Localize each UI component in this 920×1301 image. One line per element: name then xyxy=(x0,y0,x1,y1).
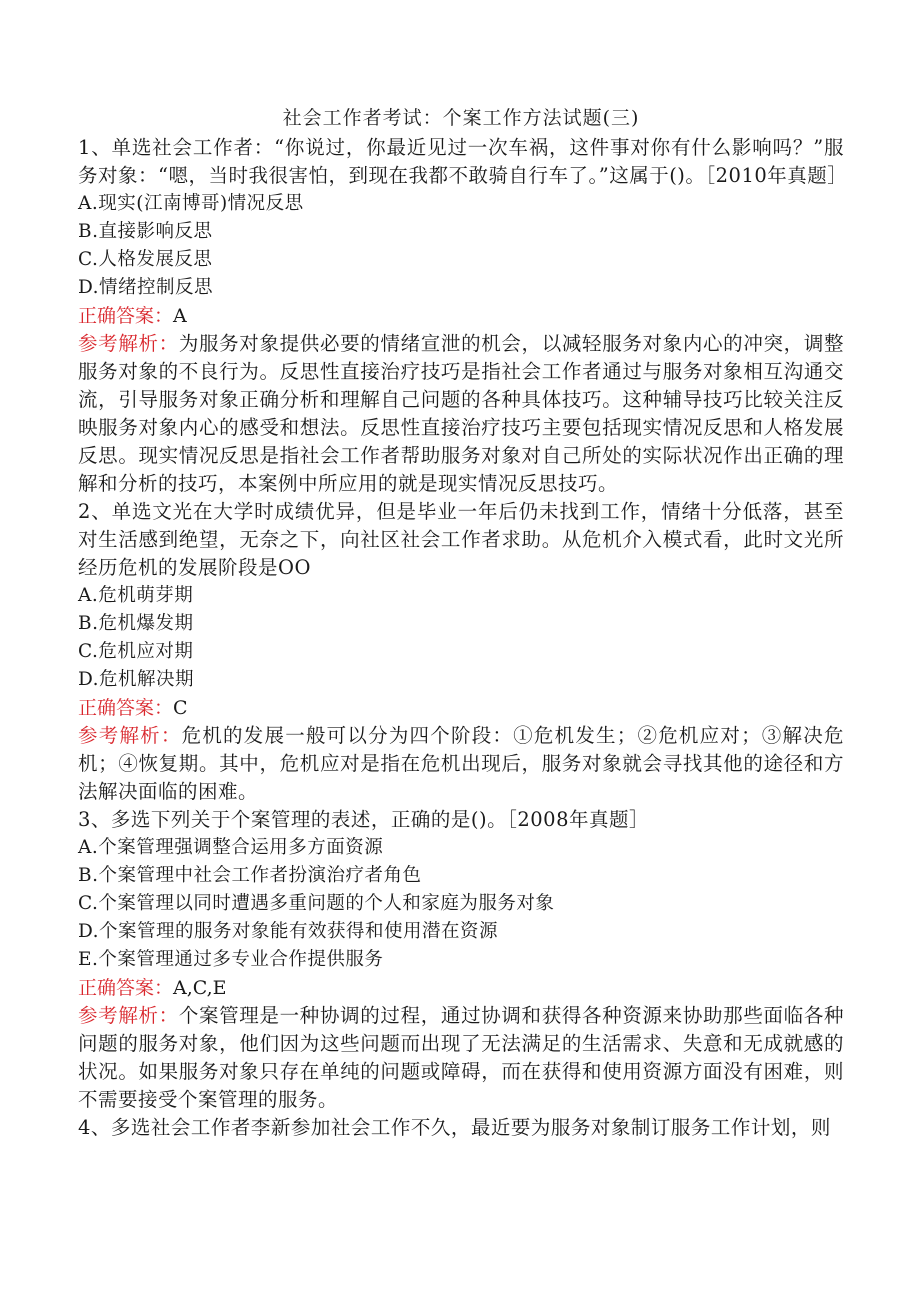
answer-line xyxy=(78,302,844,330)
explanation-label: 参考解析： xyxy=(78,724,182,747)
option-c: C.危机应对期 xyxy=(78,641,194,662)
question-4 xyxy=(78,1114,844,1142)
answer-label: 正确答案： xyxy=(78,305,174,327)
answer-value: C xyxy=(173,697,188,719)
answer-label: 正确答案： xyxy=(78,977,174,999)
question-stem: 4、多选社会工作者李新参加社会工作不久，最近要为服务对象制订服务工作计划，则 xyxy=(78,1116,831,1139)
option-d: D.危机解决期 xyxy=(78,669,195,690)
question-1 xyxy=(78,134,848,498)
answer-line xyxy=(78,694,844,722)
explanation xyxy=(78,1002,844,1114)
option-b: B.个案管理中社会工作者扮演治疗者角色 xyxy=(78,865,422,886)
option-e: E.个案管理通过多专业合作提供服务 xyxy=(78,949,384,970)
answer-value: A xyxy=(173,305,187,327)
option-a: A.个案管理强调整合运用多方面资源 xyxy=(78,837,384,858)
answer-line xyxy=(78,974,844,1002)
question-stem: 2、单选文光在大学时成绩优异，但是毕业一年后仍未找到工作，情绪十分低落，甚至对生活感到绝望，无奈之下，向社区社会工作者求助。从危机介入模式看，此时文光所经历危机的发展阶段是OO xyxy=(78,500,844,579)
option-c: C.人格发展反思 xyxy=(78,249,213,270)
option-d: D.个案管理的服务对象能有效获得和使用潜在资源 xyxy=(78,921,499,942)
option-a: A.现实(江南博哥)情况反思 xyxy=(78,193,304,214)
option-a: A.危机萌芽期 xyxy=(78,585,194,606)
question-3 xyxy=(78,806,844,1114)
explanation-text: 为服务对象提供必要的情绪宣泄的机会，以减轻服务对象内心的冲突，调整服务对象的不良行为。反思性直接治疗技巧是指社会工作者通过与服务对象相互沟通交流，引导服务对象正确分析和理解自己问题的各种具体技巧。这种辅导技巧比较关注反映服务对象内心的感受和想法。反思性直接治疗技巧主要包括现实情况反思和人格发展反思。现实情况反思是指社会工作者帮助服务对象对自己所处的实际状况作出正确的理解和分析的技巧，本案例中所应用的就是现实情况反思技巧。 xyxy=(78,332,844,495)
explanation-text: 危机的发展一般可以分为四个阶段：①危机发生；②危机应对；③解决危机；④恢复期。其中，危机应对是指在危机出现后，服务对象就会寻找其他的途径和方法解决面临的困难。 xyxy=(78,724,844,803)
explanation xyxy=(78,722,844,806)
question-2 xyxy=(78,498,844,806)
option-b: B.直接影响反思 xyxy=(78,221,213,242)
answer-value: A,C,E xyxy=(173,977,227,999)
explanation-text: 个案管理是一种协调的过程，通过协调和获得各种资源来协助那些面临各种问题的服务对象，他们因为这些问题而出现了无法满足的生活需求、失意和无成就感的状况。如果服务对象只存在单纯的问题或障碍，而在获得和使用资源方面没有困难，则不需要接受个案管理的服务。 xyxy=(78,1004,844,1111)
answer-label: 正确答案： xyxy=(78,697,174,719)
question-stem: 3、多选下列关于个案管理的表述，正确的是()。［2008年真题］ xyxy=(78,808,649,831)
explanation-label: 参考解析： xyxy=(78,1004,179,1027)
question-stem: 1、单选社会工作者：“你说过，你最近见过一次车祸，这件事对你有什么影响吗？”服务对象：“嗯，当时我很害怕，到现在我都不敢骑自行车了。”这属于()。［2010年真题］ xyxy=(78,136,848,187)
option-d: D.情绪控制反思 xyxy=(78,277,214,298)
explanation xyxy=(78,330,844,498)
page-title: 社会工作者考试：个案工作方法试题(三) xyxy=(282,107,640,129)
option-c: C.个案管理以同时遭遇多重问题的个人和家庭为服务对象 xyxy=(78,893,555,914)
explanation-label: 参考解析： xyxy=(78,332,179,355)
option-b: B.危机爆发期 xyxy=(78,613,194,634)
